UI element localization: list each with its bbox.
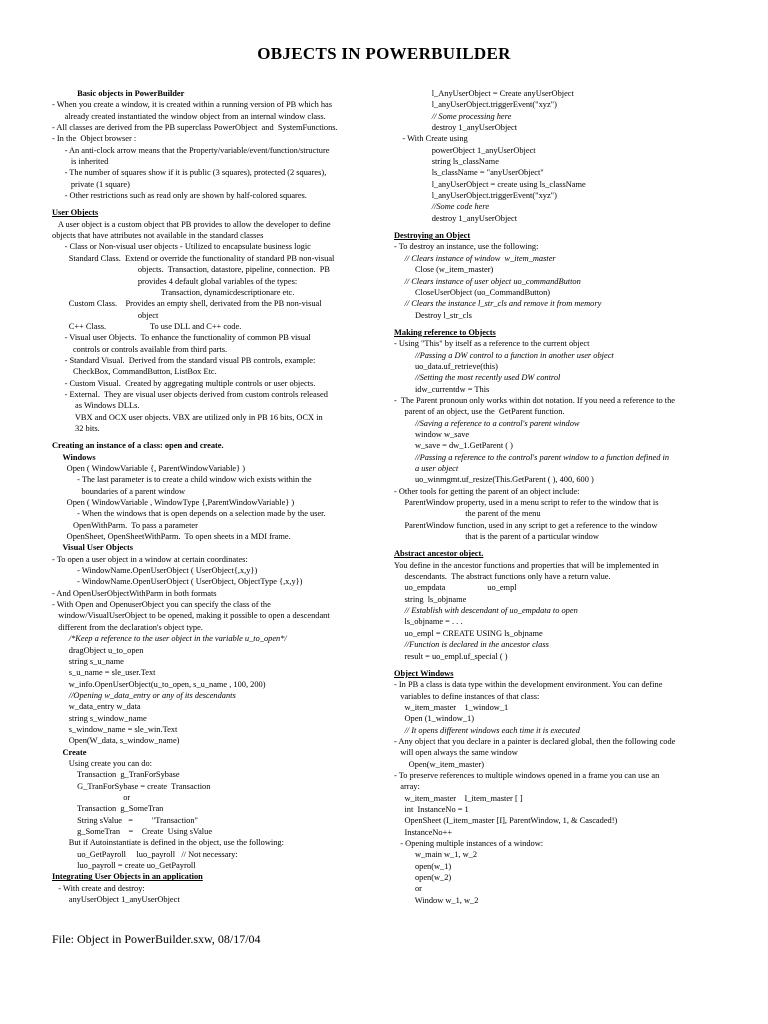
text-line: objects. Transaction, datastore, pipeline, connection. PB bbox=[52, 265, 330, 275]
text-line: g_SomeTran = Create Using sValue bbox=[52, 827, 213, 836]
text-line: - Opening multiple instances of a window: bbox=[394, 839, 544, 848]
text-line: Open ( WindowVariable , WindowType {,ParentWindowVariable} ) bbox=[52, 498, 295, 508]
text-line: - Other tools for getting the parent of an object include: bbox=[394, 486, 580, 496]
text-line: w_save = dw_1.GetParent ( ) bbox=[394, 441, 513, 451]
text-line: l_anyUserObject.triggerEvent("xyz") bbox=[394, 191, 557, 201]
text-line: window/VisualUserObject to be opened, making it possible to open a descendant bbox=[52, 611, 330, 621]
text-line: 32 bits. bbox=[52, 423, 100, 433]
text-line: - Any object that you declare in a painter is declared global, then the following code bbox=[394, 736, 676, 746]
text-line: w_item_master I_item_master [ ] bbox=[394, 793, 523, 803]
text-line: open(w_1) bbox=[394, 861, 452, 871]
text-line: Integrating User Objects in an application bbox=[52, 872, 203, 882]
text-line: /*Keep a reference to the user object in the variable u_to_open*/ bbox=[52, 634, 287, 644]
text-line: - Visual user Objects. To enhance the functionality of common PB visual bbox=[52, 333, 311, 343]
text-line: C++ Class. To use DLL and C++ code. bbox=[52, 321, 242, 331]
text-line: CheckBox, CommandButton, ListBox Etc. bbox=[52, 367, 217, 377]
text-line: // Establish with descendant of uo_empdata to open bbox=[394, 606, 578, 616]
text-line: w_data_entry w_data bbox=[52, 702, 141, 712]
text-line: Creating an instance of a class: open and create. bbox=[52, 441, 224, 451]
page-title: OBJECTS IN POWERBUILDER bbox=[257, 44, 511, 63]
text-line: as Windows DLLs. bbox=[52, 401, 140, 411]
text-line: G_TranForSybase = create Transaction bbox=[52, 781, 211, 791]
text-line: ls_className = "anyUserObject" bbox=[394, 168, 544, 178]
text-line: or bbox=[52, 792, 131, 802]
text-line: w_main w_1, w_2 bbox=[394, 850, 478, 860]
text-line: s_u_name = sle_user.Text bbox=[52, 668, 156, 678]
left-column bbox=[52, 88, 397, 905]
text-line: Window w_1, w_2 bbox=[394, 895, 479, 905]
text-line: - With Open and OpenuserObject you can specify the class of the bbox=[52, 600, 271, 610]
text-line: Close (w_item_master) bbox=[394, 265, 494, 275]
text-line: - When the windows that is open depends on a selection made by the user. bbox=[52, 509, 326, 519]
text-line: will open always the same window bbox=[394, 748, 518, 758]
text-line: You define in the ancestor functions and properties that will be implemented in bbox=[394, 560, 659, 570]
text-line: //Passing a reference to the control's parent window to a function defined in bbox=[394, 452, 670, 462]
text-line: uo_data.uf_retrieve(this) bbox=[394, 361, 498, 371]
text-line: dragObject u_to_open bbox=[52, 645, 144, 655]
text-line: objects that have attributes not available in the standard classes bbox=[52, 231, 264, 241]
text-line: array: bbox=[394, 782, 420, 792]
text-line: //Saving a reference to a control's parent window bbox=[394, 418, 580, 428]
text-line: ParentWindow function, used in any script to get a reference to the window bbox=[394, 520, 658, 530]
text-line: // Clears instance of window w_item_master bbox=[394, 253, 556, 263]
text-line: uo_GetPayroll luo_payroll // Not necessary: bbox=[52, 849, 238, 859]
text-line: the parent of the menu bbox=[394, 509, 541, 519]
text-line: a user object bbox=[394, 464, 459, 473]
text-line: Custom Class. Provides an empty shell, derivated from the PB non-visual bbox=[52, 299, 322, 309]
text-line: Windows bbox=[52, 452, 96, 462]
text-line: Create bbox=[52, 747, 87, 757]
text-line: window w_save bbox=[394, 429, 470, 439]
text-line: //Function is declared in the ancestor class bbox=[394, 640, 549, 650]
text-line: already created instantiated the window object from an internal window class. bbox=[52, 111, 326, 121]
text-line: // Some processing here bbox=[394, 111, 512, 121]
text-line: string ls_className bbox=[394, 157, 499, 167]
text-line: w_info.OpenUserObject(u_to_open, s_u_name , 100, 200) bbox=[52, 679, 266, 689]
text-line: idw_currentdw = This bbox=[394, 384, 490, 394]
text-line: User Objects bbox=[52, 208, 99, 218]
text-line: result = uo_empl.uf_special ( ) bbox=[394, 651, 508, 661]
text-line: destroy 1_anyUserObject bbox=[394, 213, 518, 223]
text-line: l_anyUserObject = create using ls_className bbox=[394, 179, 586, 189]
text-line: Abstract ancestor object. bbox=[394, 549, 484, 559]
text-line: //Passing a DW control to a function in another user object bbox=[394, 350, 614, 360]
text-line: Using create you can do: bbox=[52, 758, 153, 768]
page-footer: File: Object in PowerBuilder.sxw, 08/17/04 bbox=[52, 932, 261, 946]
right-column bbox=[394, 88, 736, 906]
text-line: different from the declaration's object type. bbox=[52, 622, 203, 632]
text-line: - With create and destroy: bbox=[52, 883, 145, 893]
text-line: //Some code here bbox=[394, 202, 490, 212]
text-line: private (1 square) bbox=[52, 179, 130, 189]
text-line: InstanceNo++ bbox=[394, 827, 453, 837]
text-line: CloseUserObject (uo_CommandButton) bbox=[394, 287, 551, 297]
text-line: powerObject 1_anyUserObject bbox=[394, 145, 536, 155]
text-line: Basic objects in PowerBuilder bbox=[52, 89, 185, 98]
text-line: string ls_objname bbox=[394, 594, 467, 604]
text-line: // Clears the instance l_str_cls and remove it from memory bbox=[394, 299, 602, 309]
text-line: controls or controls available from third parts. bbox=[52, 344, 228, 354]
text-line: s_window_name = sle_win.Text bbox=[52, 724, 178, 734]
text-line: uo_winmgmt.uf_resize(This.GetParent ( ), 400, 600 ) bbox=[394, 475, 594, 485]
text-line: - In the Object browser : bbox=[52, 134, 137, 144]
text-line: - An anti-clock arrow means that the Property/variable/event/function/structure bbox=[52, 145, 330, 155]
text-line: - In PB a class is data type within the development environment. You can define bbox=[394, 680, 663, 690]
text-line: open(w_2) bbox=[394, 873, 452, 883]
text-line: Open(w_item_master) bbox=[394, 759, 485, 769]
text-line: OpenSheet, OpenSheetWithParm. To open sheets in a MDI frame. bbox=[52, 532, 291, 542]
text-line: - Class or Non-visual user objects - Utilized to encapsulate business logic bbox=[52, 242, 311, 252]
text-line: - Standard Visual. Derived from the standard visual PB controls, example: bbox=[52, 355, 316, 365]
text-line: Making reference to Objects bbox=[394, 327, 496, 337]
text-line: String sValue = "Transaction" bbox=[52, 815, 198, 825]
text-line: l_AnyUserObject = Create anyUserObject bbox=[394, 89, 574, 98]
text-line: is inherited bbox=[52, 157, 109, 167]
text-line: - Other restrictions such as read only are shown by half-colored squares. bbox=[52, 191, 307, 201]
text-line: - When you create a window, it is created within a running version of PB which has bbox=[52, 100, 333, 110]
text-line: - And OpenUserObjectWithParm in both formats bbox=[52, 588, 217, 598]
text-line: ParentWindow property, used in a menu script to refer to the window that is bbox=[394, 498, 659, 508]
text-line: Visual User Objects bbox=[52, 543, 134, 553]
text-line: anyUserObject 1_anyUserObject bbox=[52, 895, 180, 905]
text-line: - The number of squares show if it is public (3 squares), protected (2 squares), bbox=[52, 168, 327, 178]
text-line: boundaries of a parent window bbox=[52, 486, 186, 496]
text-line: VBX and OCX user objects. VBX are utilized only in PB 16 bits, OCX in bbox=[52, 412, 323, 422]
text-line: - WindowName.OpenUserObject ( UserObject, ObjectType {,x,y}) bbox=[52, 577, 303, 587]
text-line: - The Parent pronoun only works within dot notation. If you need a reference to the bbox=[394, 395, 676, 405]
text-line: Transaction g_TranForSybase bbox=[52, 770, 180, 780]
text-line: parent of an object, use the GetParent function. bbox=[394, 407, 565, 417]
text-line: provides 4 default global variables of the types: bbox=[52, 276, 298, 286]
text-line: int InstanceNo = 1 bbox=[394, 804, 469, 814]
text-line: string s_u_name bbox=[52, 656, 124, 666]
text-line: luo_payroll = create uo_GetPayroll bbox=[52, 861, 196, 871]
text-line: Open ( WindowVariable {, ParentWindowVariable} ) bbox=[52, 464, 246, 473]
text-line: // Clears instance of user object uo_commandButton bbox=[394, 276, 581, 286]
text-line: Transaction g_SomeTran bbox=[52, 804, 164, 814]
text-line: - All classes are derived from the PB superclass PowerObject and SystemFunctions. bbox=[52, 123, 338, 133]
text-line: object bbox=[52, 310, 159, 320]
text-line: // It opens different windows each time it is executed bbox=[394, 725, 580, 735]
text-line: w_item_master 1_window_1 bbox=[394, 702, 509, 712]
text-line: Destroy l_str_cls bbox=[394, 310, 472, 320]
text-line: descendants. The abstract functions only have a return value. bbox=[394, 572, 611, 582]
text-line: - To open a user object in a window at certain coordinates: bbox=[52, 554, 248, 564]
text-line: variables to define instances of that class: bbox=[394, 691, 540, 701]
text-line: - WindowName.OpenUserObject ( UserObject{,x,y}) bbox=[52, 566, 258, 576]
text-line: Destroying an Object bbox=[394, 231, 471, 241]
text-line: Standard Class. Extend or override the functionality of standard PB non-visual bbox=[52, 253, 335, 263]
text-line: ls_objname = . . . bbox=[394, 617, 463, 627]
text-line: destroy 1_anyUserObject bbox=[394, 123, 518, 133]
text-line: Open(W_data, s_window_name) bbox=[52, 736, 180, 746]
text-line: //Opening w_data_entry or any of its descendants bbox=[52, 690, 236, 700]
text-line: OpenWithParm. To pass a parameter bbox=[52, 520, 198, 530]
text-line: - Custom Visual. Created by aggregating multiple controls or user objects. bbox=[52, 378, 316, 388]
text-line: l_anyUserObject.triggerEvent("xyz") bbox=[394, 100, 557, 110]
text-line: string s_window_name bbox=[52, 713, 147, 723]
text-line: or bbox=[394, 884, 422, 894]
text-line: But if Autoinstantiate is defined in the object, use the following: bbox=[52, 838, 284, 848]
text-line: - With Create using bbox=[394, 134, 468, 144]
text-line: uo_empdata uo_empl bbox=[394, 583, 517, 593]
text-line: A user object is a custom object that PB provides to allow the developer to define bbox=[52, 219, 331, 229]
text-line: - To destroy an instance, use the following: bbox=[394, 242, 539, 252]
text-line: Object Windows bbox=[394, 668, 454, 678]
text-line: that is the parent of a particular window bbox=[394, 532, 599, 542]
text-line: - External. They are visual user objects derived from custom controls released bbox=[52, 389, 328, 399]
text-line: Open (1_window_1) bbox=[394, 714, 475, 724]
text-line: - Using "This" by itself as a reference to the current object bbox=[394, 339, 590, 349]
text-line: - To preserve references to multiple windows opened in a frame you can use an bbox=[394, 770, 660, 780]
text-line: //Setting the most recently used DW control bbox=[394, 373, 561, 383]
text-line: - The last parameter is to create a child window wich exists within the bbox=[52, 475, 312, 485]
text-line: OpenSheet (I_item_master [I], ParentWindow, 1, & Cascaded!) bbox=[394, 816, 618, 826]
text-line: Transaction, dynamicdescriptionare etc. bbox=[52, 287, 295, 297]
text-line: uo_empl = CREATE USING ls_objname bbox=[394, 628, 543, 638]
